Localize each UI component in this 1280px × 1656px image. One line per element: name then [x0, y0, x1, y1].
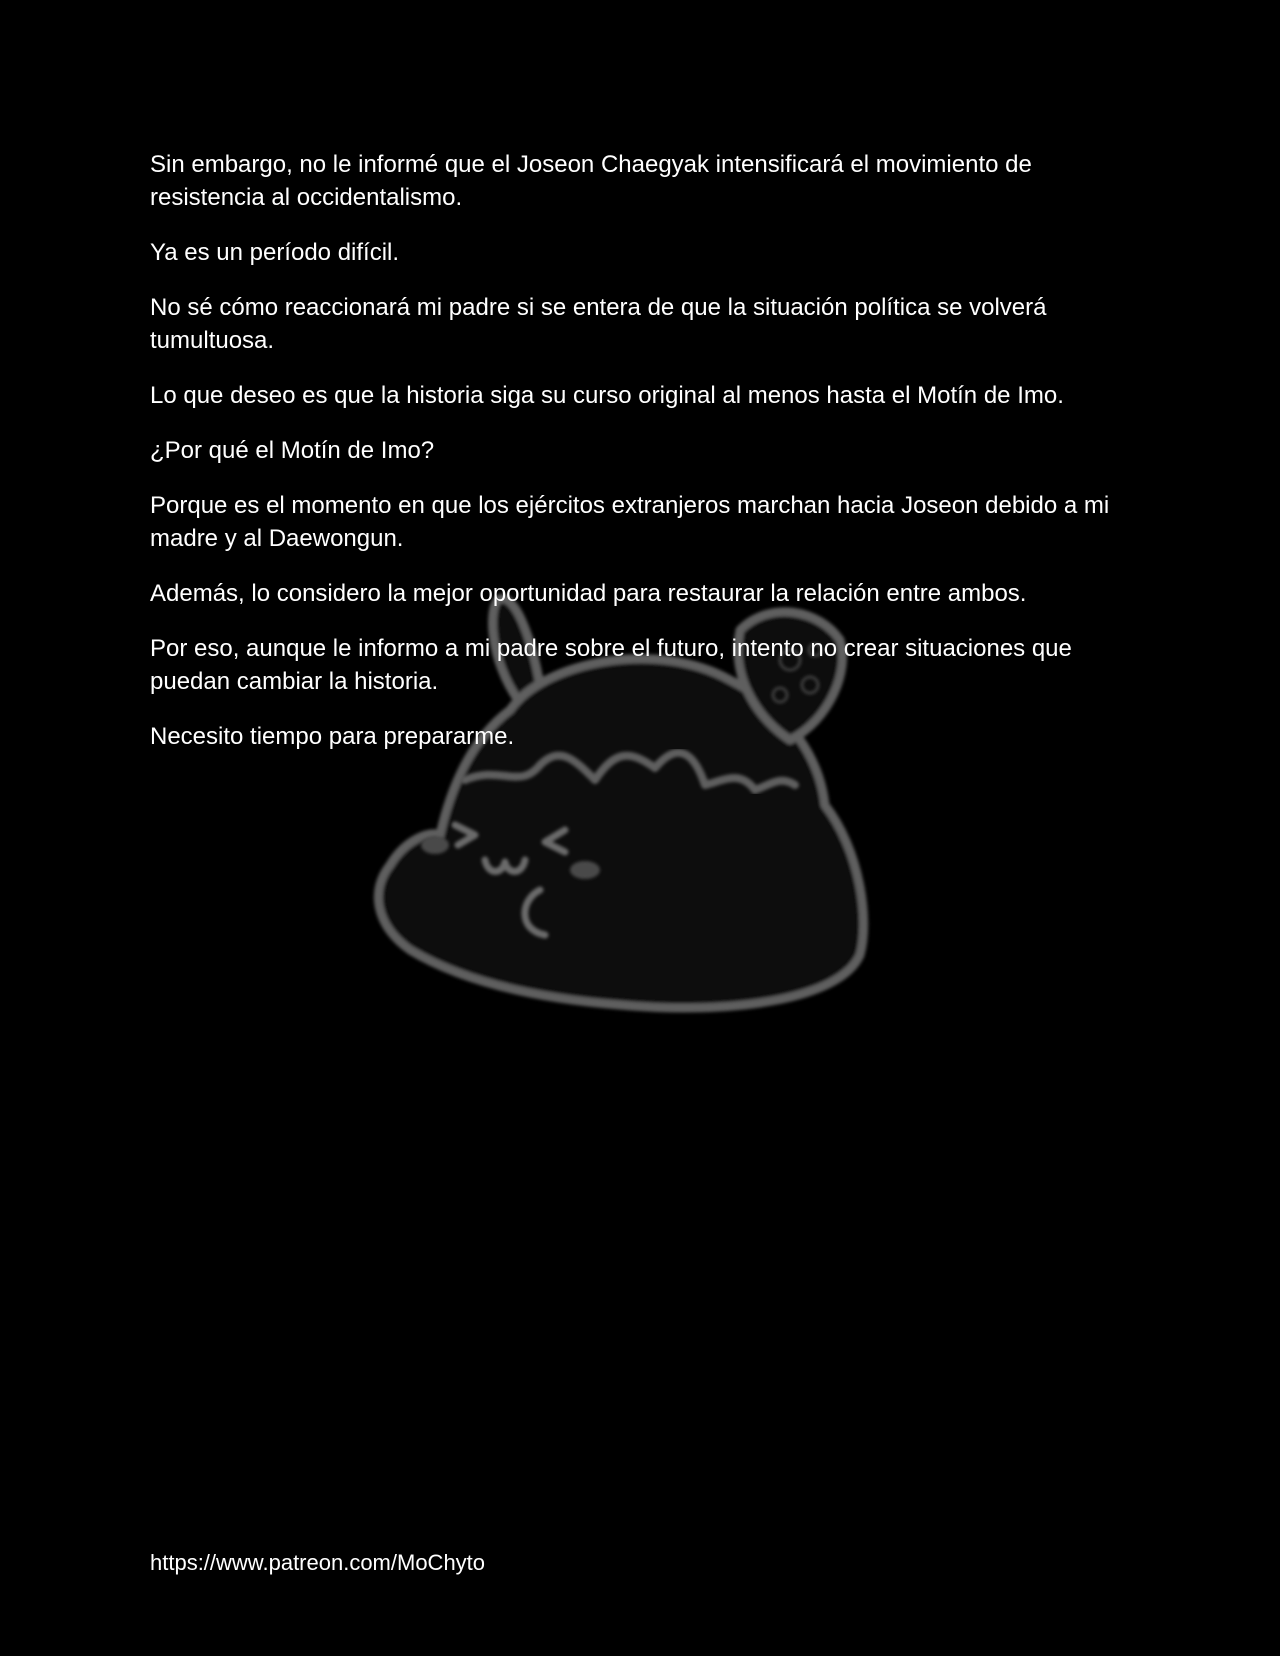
paragraph-9: Necesito tiempo para prepararme.	[150, 723, 515, 750]
paragraph-1: Sin embargo, no le informé que el Joseon Chaegyak intensificará el movimiento de resistencia al occidentalismo.	[150, 151, 1032, 211]
paragraph-5: ¿Por qué el Motín de Imo?	[150, 437, 435, 464]
document-body	[150, 148, 1135, 775]
paragraph-8: Por eso, aunque le informo a mi padre sobre el futuro, intento no crear situaciones que puedan cambiar la historia.	[150, 635, 1072, 695]
paragraph-3: No sé cómo reaccionará mi padre si se entera de que la situación política se volverá tumultuosa.	[150, 294, 1047, 354]
paragraph-7: Además, lo considero la mejor oportunidad para restaurar la relación entre ambos.	[150, 580, 1027, 607]
paragraph-6: Porque es el momento en que los ejércitos extranjeros marchan hacia Joseon debido a mi madre y al Daewongun.	[150, 492, 1110, 552]
paragraph-2: Ya es un período difícil.	[150, 239, 400, 266]
patreon-link[interactable]: https://www.patreon.com/MoChyto	[150, 1550, 486, 1575]
paragraph-4: Lo que deseo es que la historia siga su curso original al menos hasta el Motín de Imo.	[150, 382, 1064, 409]
